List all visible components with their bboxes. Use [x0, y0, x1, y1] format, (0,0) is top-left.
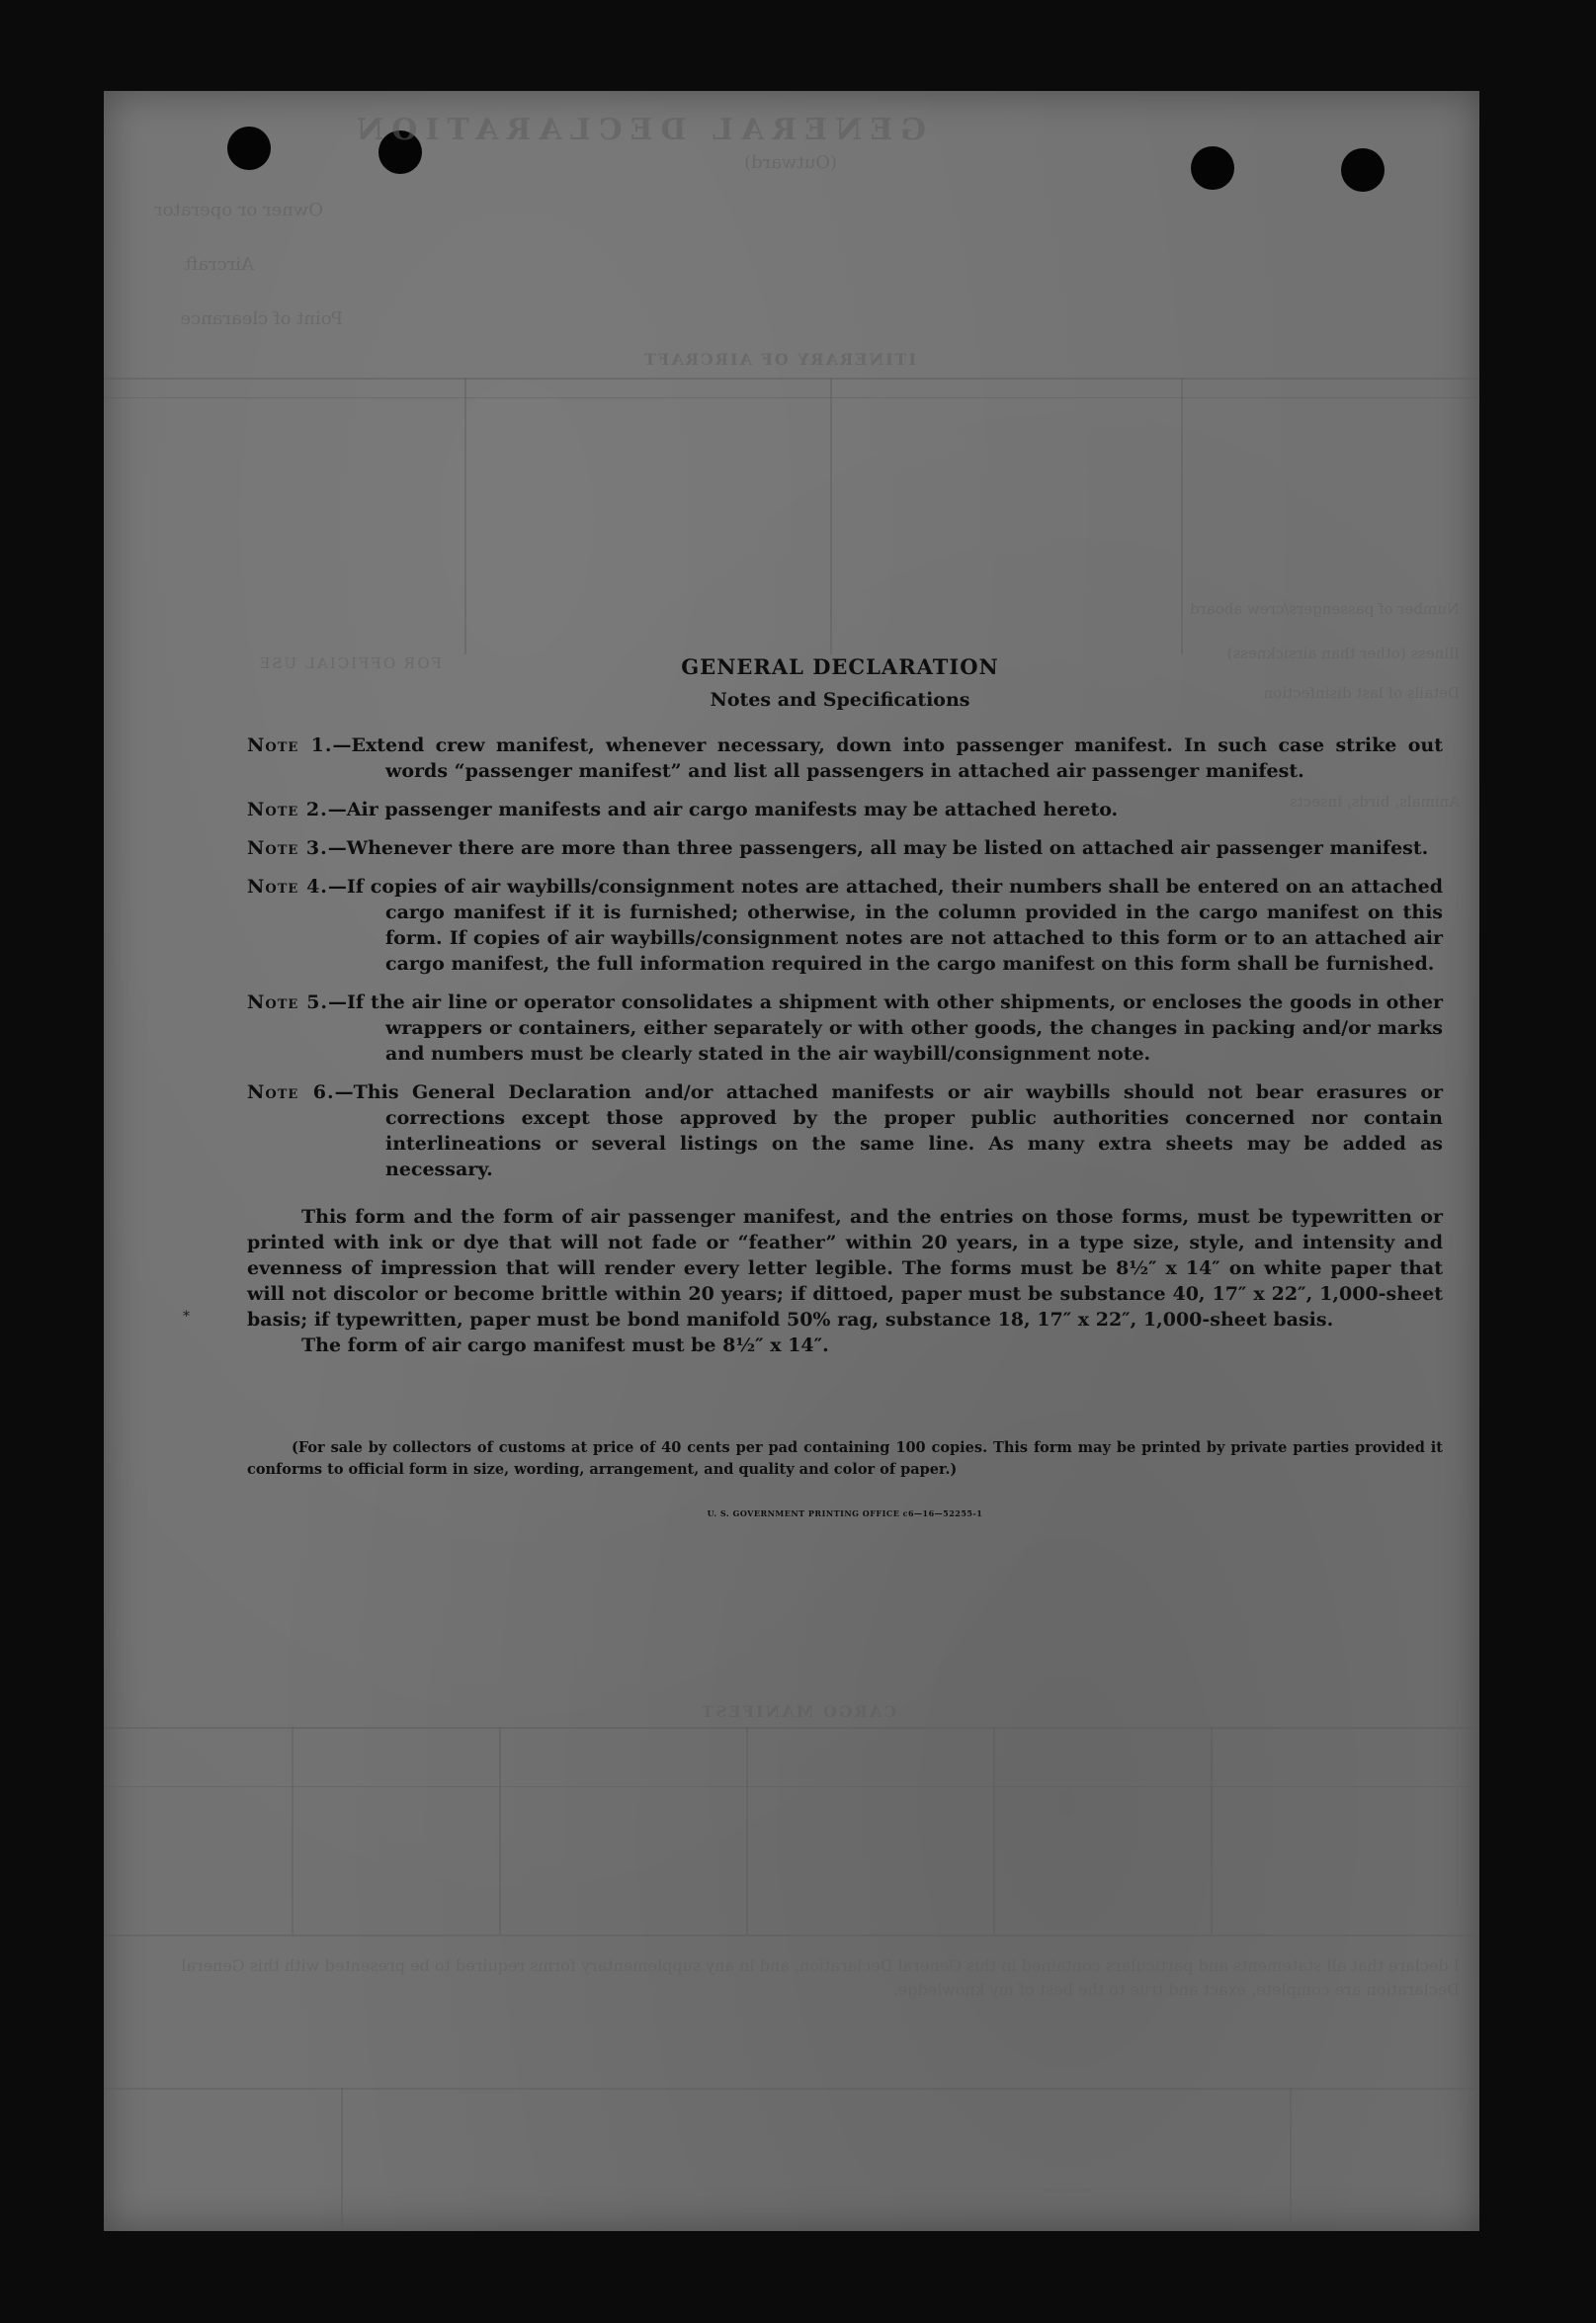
note-text: —If the air line or operator consolidates a shipment with other shipments, or encloses the goods in other wrappers or containers, either separately or with other goods, the changes in packing and/or marks and numbers must be clearly stated in the air waybill/consignment note. — [328, 991, 1443, 1065]
bleed-official-use: FOR OFFICIAL USE — [257, 654, 442, 672]
bleed-left-label-2: Point of clearance — [180, 308, 343, 329]
bleed-rule — [993, 1727, 995, 1935]
bleed-declaration: I declare that all statements and particulars contained in this General Declaration, and in any supplementary forms required to be presented with this General Declaration are complete, exact and true to the best of my knowledge. — [181, 1956, 1460, 1999]
bleed-rule — [104, 1727, 1479, 1729]
bleed-rule — [104, 1935, 1479, 1936]
bleed-left-label-0: Owner or operator — [154, 200, 323, 220]
document-page — [104, 91, 1479, 2231]
margin-mark: * — [183, 1309, 190, 1325]
bleed-right-label-2: Details of last disinfection — [1263, 684, 1460, 702]
note-4 — [247, 874, 1443, 977]
bleed-rule — [104, 397, 1479, 398]
note-label: Note 3. — [247, 837, 328, 859]
note-1 — [247, 732, 1443, 784]
notes-section — [247, 654, 1443, 1518]
bleed-rule — [104, 1786, 1479, 1787]
note-label: Note 4. — [247, 876, 328, 898]
note-text: —This General Declaration and/or attached manifests or air waybills should not bear erasures or corrections except those approved by the proper public authorities concerned nor contain interlineations or several listings on the same line. As many extra sheets may be added as necessary. — [334, 1081, 1443, 1180]
printing-office-line: U. S. GOVERNMENT PRINTING OFFICE c6—16—52255-1 — [707, 1508, 983, 1518]
bleed-header-sub: (Outward) — [744, 152, 837, 173]
note-label: Note 1. — [247, 734, 333, 756]
note-text: —Extend crew manifest, whenever necessary, down into passenger manifest. In such case strike out words “passenger manifest” and list all passengers in attached air passenger manifest. — [332, 734, 1443, 782]
bleed-rule — [1290, 2088, 1292, 2226]
bleed-rule — [292, 1727, 294, 1935]
note-6 — [247, 1079, 1443, 1182]
bleed-rule — [1181, 378, 1183, 654]
bleed-cargo-manifest: CARGO MANIFEST — [700, 1702, 896, 1721]
bleed-rule — [341, 2088, 343, 2226]
sale-note: (For sale by collectors of customs at price of 40 cents per pad containing 100 copies. This form may be printed by private parties provided it conforms to official form in size, wording, arrangement, and quality and color of paper.) — [247, 1439, 1443, 1478]
bleed-rule — [746, 1727, 748, 1935]
bleed-rule — [104, 378, 1479, 380]
bleed-left-label-1: Aircraft — [184, 254, 254, 275]
bleed-rule — [1211, 1727, 1213, 1935]
document-title: GENERAL DECLARATION — [681, 654, 999, 679]
bleed-rule — [830, 378, 832, 654]
bleed-rule — [464, 378, 466, 654]
bleed-rule — [104, 2088, 1479, 2090]
bleed-rule — [499, 1727, 501, 1935]
cargo-manifest-size-note: The form of air cargo manifest must be 8½″ x 14″. — [301, 1334, 829, 1356]
note-label: Note 5. — [247, 991, 329, 1013]
bleed-right-label-3: Animals, birds, insects — [1289, 793, 1460, 811]
bleed-right-label-0: Number of passengers/crew aboard — [1189, 600, 1460, 618]
bleed-itinerary: ITINERARY OF AIRCRAFT — [642, 350, 916, 369]
note-text: —Whenever there are more than three passengers, all may be listed on attached air passenger manifest. — [327, 837, 1429, 859]
bleed-right-label-1: Illness (other than airsickness) — [1226, 645, 1460, 662]
note-5 — [247, 989, 1443, 1067]
note-text: —If copies of air waybills/consignment notes are attached, their numbers shall be entered on an attached cargo manifest if it is furnished; otherwise, in the column provided in the cargo manifest on this form. If copies of air waybills/consignment notes are not attached to this form or to an attached air cargo manifest, the full information required in the cargo manifest on this form shall be furnished. — [327, 876, 1443, 975]
note-2 — [247, 797, 1443, 822]
note-label: Note 6. — [247, 1081, 335, 1103]
note-text: —Air passenger manifests and air cargo manifests may be attached hereto. — [327, 799, 1119, 820]
note-3 — [247, 835, 1443, 861]
bleed-header-title: GENERAL DECLARATION — [348, 113, 926, 147]
note-label: Note 2. — [247, 799, 328, 820]
document-subtitle: Notes and Specifications — [710, 689, 970, 711]
form-specification-paragraph: This form and the form of air passenger manifest, and the entries on those forms, must be typewritten or printed with ink or dye that will not fade or “feather” within 20 years, in a type size, style, and intensity and evenness of impression that will render every letter legible. The forms must be 8½″ x 14″ on white paper that will not discolor or become brittle within 20 years; if dittoed, paper must be substance 40, 17″ x 22″, 1,000-sheet basis; if typewritten, paper must be bond manifold 50% rag, substance 18, 17″ x 22″, 1,000-sheet basis. — [247, 1206, 1443, 1331]
